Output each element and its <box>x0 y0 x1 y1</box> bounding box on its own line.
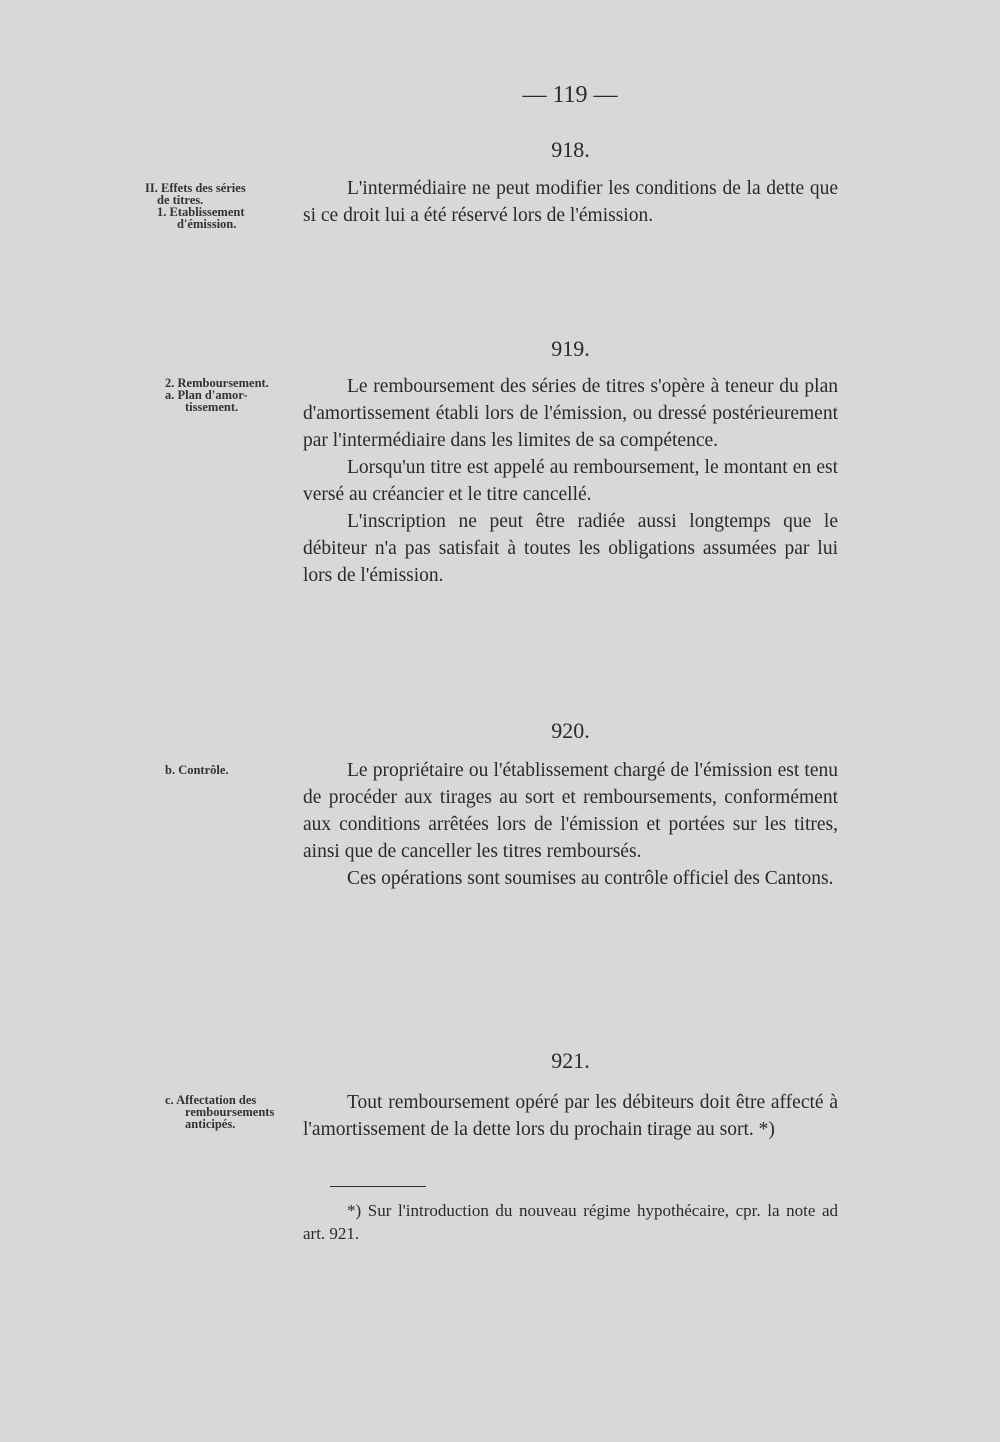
paragraph: L'intermédiaire ne peut modifier les conditions de la dette que si ce droit lui a été réservé lors de l'émission. <box>303 178 838 226</box>
article-number-920: 920. <box>551 718 590 743</box>
margin-note-921 <box>145 1094 293 1130</box>
paragraph: L'inscription ne peut être radiée aussi longtemps que le débiteur n'a pas satisfait à toutes les obligations assumées par lui lors de l'émission. <box>303 511 838 586</box>
article-919-text <box>303 373 838 589</box>
footnote <box>303 1199 838 1245</box>
margin-line: d'émission. <box>177 217 237 231</box>
margin-line: 2. Remboursement. <box>165 376 269 390</box>
article-920-text <box>303 757 838 892</box>
footnote-rule <box>330 1186 426 1187</box>
page-number: — 119 — <box>522 82 618 108</box>
margin-line: 1. Etablissement <box>157 205 245 219</box>
margin-note-918 <box>145 182 293 230</box>
article-number-921: 921. <box>551 1048 590 1073</box>
footnote-text: *) Sur l'introduction du nouveau régime hypothécaire, cpr. la note ad art. 921. <box>303 1201 838 1243</box>
margin-line: b. Contrôle. <box>165 763 229 777</box>
paragraph: Le propriétaire ou l'établissement chargé de l'émission est tenu de procéder aux tirages au sort et remboursements, conformément aux conditions arrêtées lors de l'émission et portées sur les titres, ainsi que de canceller les titres remboursés. <box>303 760 838 862</box>
margin-line: anticipés. <box>185 1117 236 1131</box>
article-number-918: 918. <box>551 137 590 162</box>
article-number-919: 919. <box>551 336 590 361</box>
margin-line: remboursements <box>185 1105 275 1119</box>
margin-line: tissement. <box>185 400 239 414</box>
paragraph: Tout remboursement opéré par les débiteurs doit être affecté à l'amortissement de la dette lors du prochain tirage au sort. *) <box>303 1092 838 1140</box>
article-921-text <box>303 1089 838 1143</box>
paragraph: Ces opérations sont soumises au contrôle officiel des Cantons. <box>347 868 834 889</box>
paragraph: Le remboursement des séries de titres s'opère à teneur du plan d'amortissement établi lors de l'émission, ou dressé postérieurement par l'intermédiaire dans les limites de sa compétence. <box>303 376 838 451</box>
paragraph: Lorsqu'un titre est appelé au remboursement, le montant en est versé au créancier et le titre cancellé. <box>303 457 838 505</box>
margin-line: c. Affectation des <box>165 1093 257 1107</box>
article-918-text <box>303 175 838 229</box>
margin-note-919 <box>145 377 293 413</box>
margin-line: a. Plan d'amor- <box>165 388 248 402</box>
margin-note-920 <box>145 764 293 776</box>
margin-line: de titres. <box>157 193 204 207</box>
margin-line: II. Effets des séries <box>145 181 246 195</box>
